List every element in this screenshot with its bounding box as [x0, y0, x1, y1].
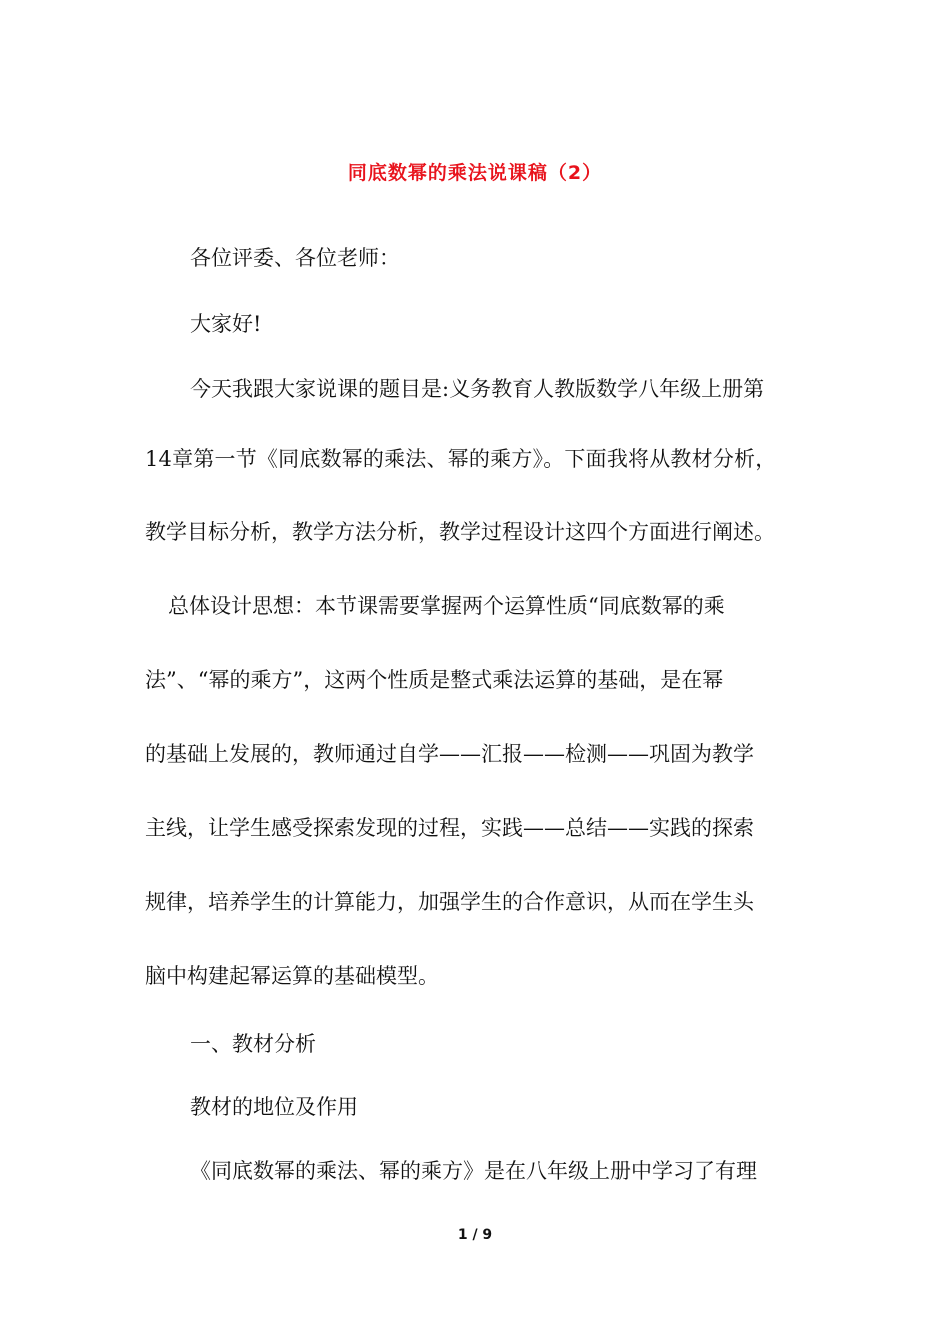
- text-line: 《同底数幂的乘法、幂的乘方》是在八年级上册中学习了有理: [190, 1159, 757, 1183]
- subsection-heading: 教材的地位及作用: [190, 1095, 358, 1119]
- text-line: 14章第一节《同底数幂的乘法、幂的乘方》。下面我将从教材分析，: [145, 447, 777, 471]
- text-line: 规律，培养学生的计算能力，加强学生的合作意识，从而在学生头: [145, 890, 754, 914]
- document-title: 同底数幂的乘法说课稿（2）: [347, 162, 603, 184]
- text-line: 的基础上发展的，教师通过自学——汇报——检测——巩固为教学: [145, 742, 754, 766]
- text-line: 主线，让学生感受探索发现的过程，实践——总结——实践的探索: [145, 816, 754, 840]
- text-line: 大家好!: [190, 312, 262, 336]
- section-heading: 一、教材分析: [190, 1032, 316, 1056]
- text-line: 脑中构建起幂运算的基础模型。: [145, 964, 439, 988]
- page-indicator: 1 / 9: [457, 1227, 493, 1243]
- text-line: 今天我跟大家说课的题目是:义务教育人教版数学八年级上册第: [190, 377, 765, 401]
- text-line: 各位评委、各位老师：: [190, 246, 400, 270]
- text-line: 法”、“幂的乘方”，这两个性质是整式乘法运算的基础，是在幂: [145, 668, 724, 692]
- text-line: 总体设计思想：本节课需要掌握两个运算性质“同底数幂的乘: [168, 594, 725, 618]
- text-line: 教学目标分析，教学方法分析，教学过程设计这四个方面进行阐述。: [145, 520, 775, 544]
